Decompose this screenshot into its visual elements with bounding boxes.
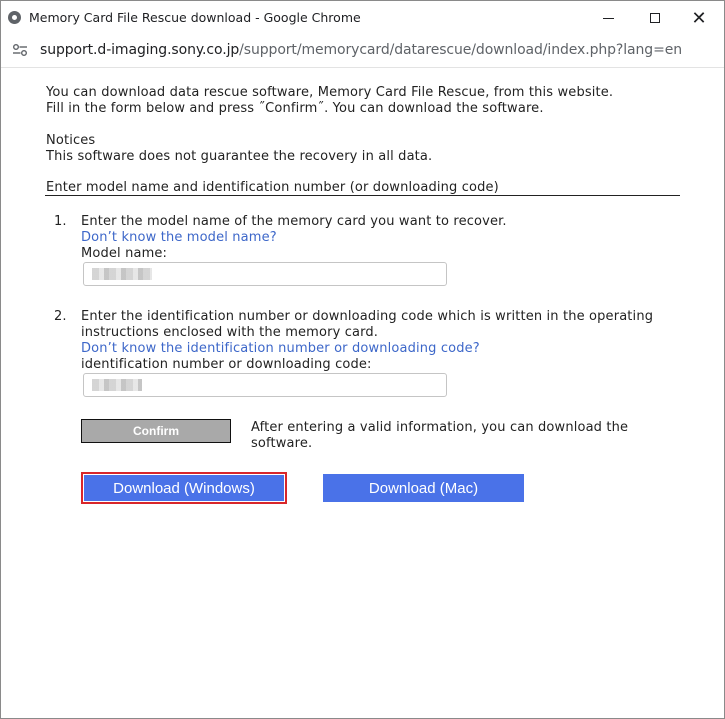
title-bar	[1, 1, 724, 34]
step1-instruction: Enter the model name of the memory card you want to recover.	[81, 214, 507, 229]
close-icon: ✕	[691, 7, 707, 29]
step1-number: 1.	[54, 214, 67, 229]
close-button[interactable]	[681, 5, 717, 31]
confirm-note-line-2: software.	[251, 436, 313, 451]
page-content	[1, 68, 724, 718]
model-name-help-link[interactable]: Don’t know the model name?	[81, 230, 277, 245]
minimize-icon	[603, 18, 614, 19]
identification-label: identification number or downloading code:	[81, 357, 372, 372]
model-name-label: Model name:	[81, 246, 168, 261]
url-domain: support.d-imaging.sony.co.jp	[40, 42, 240, 58]
url-path: /support/memorycard/datarescue/download/index.php?lang=en	[239, 42, 683, 58]
notices-heading: Notices	[46, 133, 96, 148]
redacted-value	[92, 379, 142, 391]
tune-icon[interactable]	[12, 43, 28, 57]
minimize-button[interactable]	[590, 5, 626, 31]
confirm-note-line-1: After entering a valid information, you can download the	[251, 420, 629, 435]
step2-number: 2.	[54, 309, 67, 324]
download-mac-button[interactable]: Download (Mac)	[323, 474, 524, 502]
address-bar[interactable]	[1, 34, 724, 68]
intro-line-1: You can download data rescue software, Memory Card File Rescue, from this website.	[46, 85, 614, 100]
identification-help-link[interactable]: Don’t know the identification number or downloading code?	[81, 341, 480, 356]
step2-instruction-line-2: instructions enclosed with the memory card.	[81, 325, 379, 340]
model-name-input[interactable]	[83, 262, 447, 286]
chrome-page-icon	[8, 11, 21, 24]
url-text[interactable]	[40, 42, 682, 58]
section-heading: Enter model name and identification number (or downloading code)	[46, 180, 499, 195]
maximize-icon	[650, 13, 660, 23]
window-title: Memory Card File Rescue download - Google Chrome	[29, 10, 361, 25]
intro-line-2: Fill in the form below and press ˝Confirm˝. You can download the software.	[46, 101, 544, 116]
download-windows-button[interactable]: Download (Windows)	[81, 472, 287, 504]
maximize-button[interactable]	[637, 5, 673, 31]
confirm-button[interactable]: Confirm	[81, 419, 231, 443]
redacted-value	[92, 268, 152, 280]
step2-instruction-line-1: Enter the identification number or downloading code which is written in the operating	[81, 309, 654, 324]
identification-input[interactable]	[83, 373, 447, 397]
notices-text: This software does not guarantee the recovery in all data.	[46, 149, 433, 164]
section-divider	[45, 195, 680, 196]
